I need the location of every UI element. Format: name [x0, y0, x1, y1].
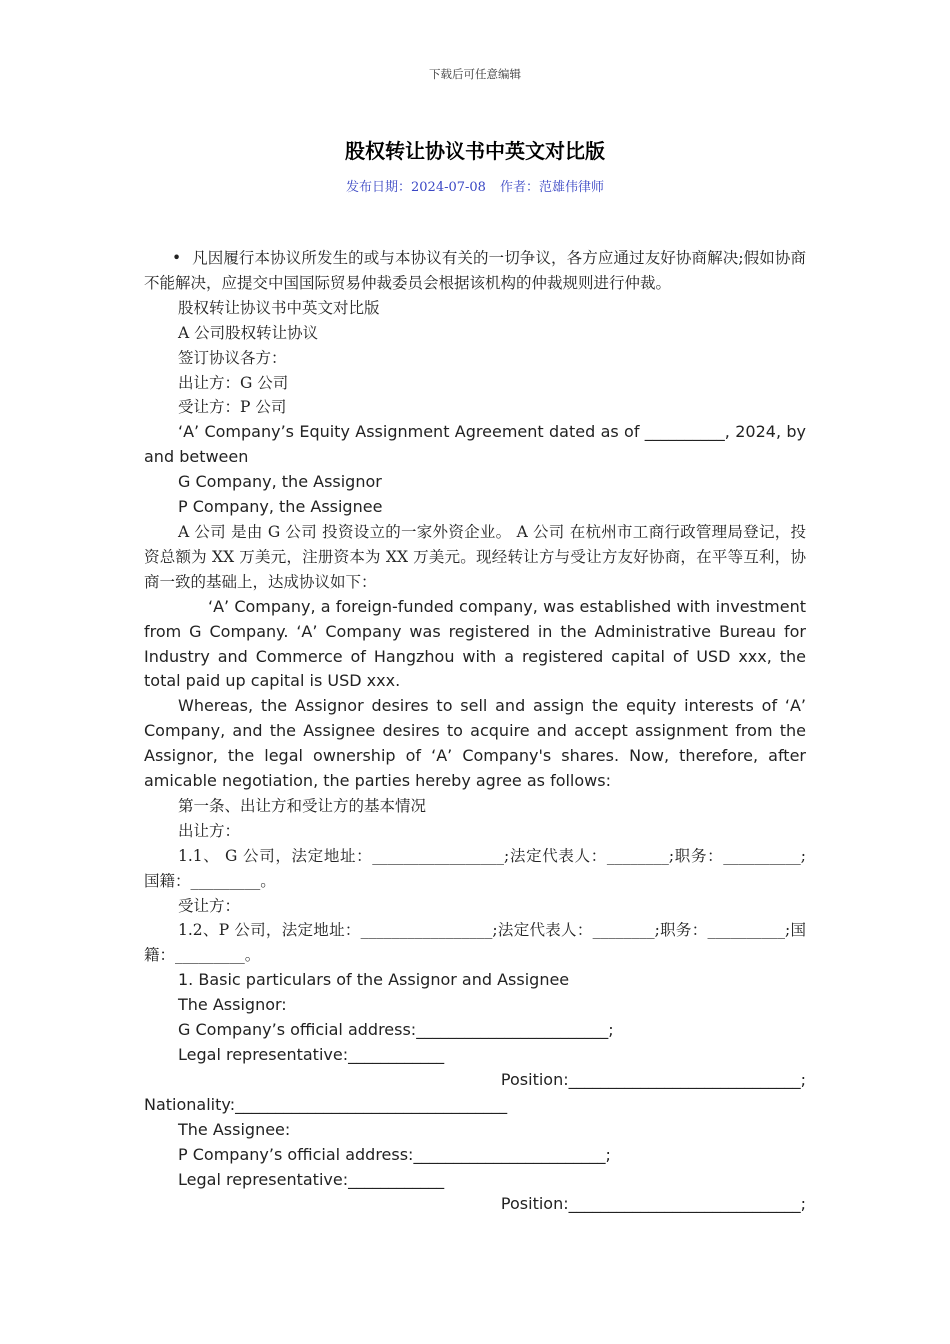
subtitle-cn: 股权转让协议书中英文对比版: [178, 298, 380, 317]
assignor-nationality-en: Nationality:__________________________________: [144, 1094, 508, 1114]
assignee-rep-en: Legal representative:____________: [178, 1169, 445, 1189]
assignee-address-en: P Company’s official address:________________________;: [178, 1144, 611, 1164]
assignor-position-en: Position:_____________________________;: [500, 1069, 806, 1089]
assignor-label-cn: 出让方：: [178, 821, 241, 840]
assignor-label-en: The Assignor:: [178, 995, 287, 1015]
assignee-cn: 受让方：P 公司: [178, 398, 287, 417]
agreement-title-en: ‘A’ Company’s Equity Assignment Agreement dated as of __________, 2024, by and between: [144, 422, 806, 467]
assignee-label-en: The Assignee:: [178, 1119, 291, 1139]
document-body: [144, 246, 806, 1217]
assignee-en: P Company, the Assignee: [178, 497, 383, 517]
document-title: 股权转让协议书中英文对比版: [345, 139, 605, 163]
background-cn: A 公司 是由 G 公司 投资设立的一家外资企业。 A 公司 在杭州市工商行政管理局登记，投资总额为 XX 万美元，注册资本为 XX 万美元。现经转让方与受让方友好协商，在平等互利，协商一致的基础上，达成协议如下：: [144, 522, 806, 591]
assignor-address-en: G Company’s official address:________________________;: [178, 1020, 614, 1040]
article1-heading-cn: 第一条、出让方和受让方的基本情况: [178, 796, 427, 815]
agreement-title-cn: A 公司股权转让协议: [178, 323, 319, 342]
assignor-rep-en: Legal representative:____________: [178, 1045, 445, 1064]
assignor-cn: 出让方：G 公司: [178, 373, 289, 392]
assignor-en: G Company, the Assignor: [178, 472, 382, 492]
document-meta: [0, 176, 950, 195]
dispute-text: 凡因履行本协议所发生的或与本协议有关的一切争议，各方应通过友好协商解决;假如协商不能解决，应提交中国国际贸易仲裁委员会根据该机构的仲裁规则进行仲裁。: [144, 249, 806, 292]
assignee-label-cn: 受让方：: [178, 896, 241, 915]
author: 作者：范雄伟律师: [499, 180, 604, 195]
publish-date: 发布日期：2024-07-08: [346, 180, 486, 195]
dispute-bullet-paragraph: [144, 246, 806, 296]
header-note: 下载后可任意编辑: [429, 67, 521, 81]
assignee-position-en: Position:_____________________________;: [500, 1194, 806, 1214]
clause-1-1-cn: 1.1、 G 公司，法定地址：_________________;法定代表人：________;职务：__________;国籍：_________。: [144, 846, 806, 890]
clause-1-2-cn: 1.2、P 公司，法定地址：_________________;法定代表人：________;职务：__________;国籍：_________。: [144, 921, 806, 965]
parties-label-cn: 签订协议各方：: [178, 348, 287, 367]
background-en: ‘A’ Company, a foreign-funded company, was established with investment from G Company. ‘A’ Company was registered in the Administrative Bureau for Industry and Commerce of Hangzhou with a registered capital of USD xxx, the total paid up capital is USD xxx.: [144, 596, 806, 691]
whereas-en: Whereas, the Assignor desires to sell and assign the equity interests of ‘A’ Company, and the Assignee desires to acquire and accept assignment from the Assignor, the legal ownership of ‘A’ Company's shares. Now, therefore, after amicable negotiation, the parties hereby agree as follows:: [144, 696, 806, 791]
bullet-icon: •: [172, 249, 182, 267]
article1-heading-en: 1. Basic particulars of the Assignor and Assignee: [178, 970, 570, 990]
